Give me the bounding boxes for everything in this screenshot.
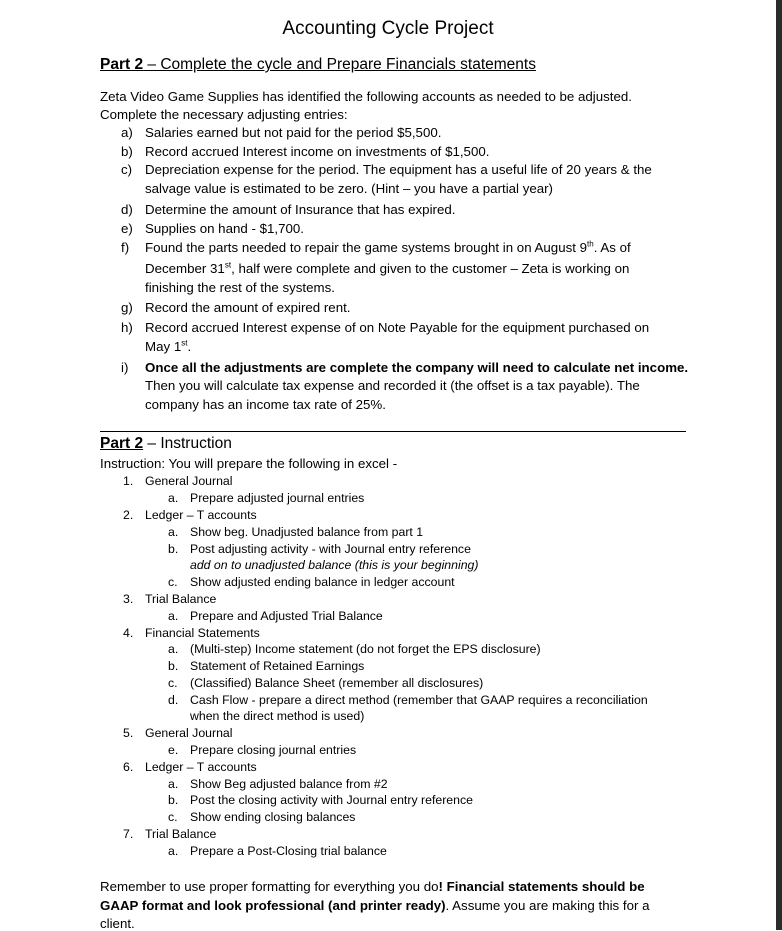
item-text: Salaries earned but not paid for the period $5,500. <box>145 125 442 140</box>
list-subitem <box>168 575 455 589</box>
item-text: Determine the amount of Insurance that has expired. <box>145 202 456 217</box>
superscript: st <box>181 338 188 348</box>
list-item-6 <box>123 760 257 774</box>
list-subitem <box>168 743 356 757</box>
list-subitem <box>168 844 387 858</box>
list-subitem <box>168 676 483 690</box>
list-item-1 <box>123 474 233 488</box>
sub-label: e. <box>168 743 179 757</box>
sub-text: Show Beg adjusted balance from #2 <box>190 777 388 791</box>
adjust-item-i-cont2: company has an income tax rate of 25%. <box>145 397 386 412</box>
adjust-item-e <box>121 221 304 236</box>
closing-text-bold: GAAP format and look professional (and printer ready) <box>100 898 446 913</box>
sub-label: c. <box>168 676 178 690</box>
sub-text: Show ending closing balances <box>190 810 356 824</box>
item-text: , half were complete and given to the customer – Zeta is working on <box>231 261 630 276</box>
part2-heading-label: Part 2 <box>100 435 144 452</box>
list-item-7 <box>123 827 216 841</box>
sub-label: c. <box>168 575 178 589</box>
sub-label: b. <box>168 659 179 673</box>
adjust-item-c <box>121 162 652 177</box>
list-item-3 <box>123 592 216 606</box>
item-text: Supplies on hand - $1,700. <box>145 221 304 236</box>
list-subitem <box>168 642 541 656</box>
item-text: Found the parts needed to repair the game systems brought in on August 9 <box>145 240 588 255</box>
section-divider <box>100 431 686 432</box>
item-label: d) <box>121 202 133 217</box>
item-text: . <box>187 339 192 354</box>
adjust-item-c-cont: salvage value is estimated to be zero. (Hint – you have a partial year) <box>145 181 553 196</box>
list-num: 6. <box>123 760 134 774</box>
sub-label: a. <box>168 525 179 539</box>
part2-heading-label: Part 2 <box>100 56 144 73</box>
list-item-2 <box>123 508 257 522</box>
item-text-bold: Once all the adjustments are complete the company will need to calculate net income. <box>145 360 689 375</box>
adjust-item-h-cont <box>145 339 191 354</box>
sub-label: a. <box>168 642 179 656</box>
item-text: Depreciation expense for the period. The equipment has a useful life of 20 years & the <box>145 162 652 177</box>
list-text: General Journal <box>145 474 233 488</box>
list-subitem-cont: when the direct method is used) <box>190 709 365 723</box>
closing-line-2 <box>100 898 650 913</box>
sub-text: Prepare adjusted journal entries <box>190 491 365 505</box>
adjust-item-a <box>121 125 441 140</box>
list-text: Financial Statements <box>145 626 260 640</box>
list-item-4 <box>123 626 260 640</box>
closing-line-3: client. <box>100 916 135 931</box>
adjust-item-i-cont: Then you will calculate tax expense and recorded it (the offset is a tax payable). The <box>145 378 640 393</box>
list-subitem <box>168 542 471 556</box>
list-num: 1. <box>123 474 134 488</box>
sub-text: Show beg. Unadjusted balance from part 1 <box>190 525 424 539</box>
sub-text: Post the closing activity with Journal entry reference <box>190 793 473 807</box>
closing-text-bold: ! Financial statements should be <box>438 879 645 894</box>
item-text: May 1 <box>145 339 182 354</box>
sub-label: a. <box>168 491 179 505</box>
adjust-item-f-cont <box>145 261 629 276</box>
closing-line-1 <box>100 879 645 894</box>
instruction-line: Instruction: You will prepare the following in excel - <box>100 456 398 471</box>
closing-text: . Assume you are making this for a <box>445 898 650 913</box>
list-subitem <box>168 659 364 673</box>
intro-line-2: Complete the necessary adjusting entries: <box>100 107 348 122</box>
adjust-item-b <box>121 144 489 159</box>
adjust-item-f <box>121 240 631 255</box>
part2-heading-text: – Instruction <box>143 435 232 452</box>
list-subitem <box>168 810 355 824</box>
list-num: 5. <box>123 726 134 740</box>
sub-text: (Multi-step) Income statement (do not forget the EPS disclosure) <box>190 642 541 656</box>
adjust-item-g <box>121 300 350 315</box>
item-label: g) <box>121 300 133 315</box>
list-num: 2. <box>123 508 134 522</box>
item-label: f) <box>121 240 130 255</box>
item-label: h) <box>121 320 133 335</box>
sub-label: c. <box>168 810 178 824</box>
item-label: b) <box>121 144 133 159</box>
italic-note: add on to unadjusted balance (this is your beginning) <box>190 558 479 572</box>
adjust-item-i <box>121 360 688 375</box>
item-label: a) <box>121 125 133 140</box>
sub-label: a. <box>168 777 179 791</box>
list-num: 7. <box>123 827 134 841</box>
item-text: . As of <box>593 240 631 255</box>
page-title: Accounting Cycle Project <box>282 18 494 39</box>
list-text: General Journal <box>145 726 233 740</box>
item-text: Record accrued Interest income on investments of $1,500. <box>145 144 490 159</box>
list-subitem <box>168 693 648 707</box>
list-subitem <box>168 777 388 791</box>
list-subitem <box>168 793 473 807</box>
item-text: December 31 <box>145 261 225 276</box>
list-num: 4. <box>123 626 134 640</box>
list-text: Ledger – T accounts <box>145 760 257 774</box>
sub-label: d. <box>168 693 179 707</box>
sub-label: b. <box>168 793 179 807</box>
sub-text: Show adjusted ending balance in ledger account <box>190 575 455 589</box>
adjust-item-d <box>121 202 455 217</box>
intro-line-1: Zeta Video Game Supplies has identified the following accounts as needed to be adjusted. <box>100 89 632 104</box>
sub-label: a. <box>168 844 179 858</box>
list-text: Trial Balance <box>145 592 217 606</box>
superscript: th <box>587 239 594 249</box>
list-text: Ledger – T accounts <box>145 508 257 522</box>
closing-text: Remember to use proper formatting for everything you do <box>100 879 439 894</box>
item-text: Record the amount of expired rent. <box>145 300 351 315</box>
sub-text: (Classified) Balance Sheet (remember all disclosures) <box>190 676 484 690</box>
sub-text: Prepare and Adjusted Trial Balance <box>190 609 383 623</box>
sub-text: Post adjusting activity - with Journal entry reference <box>190 542 471 556</box>
list-subitem <box>168 525 423 539</box>
adjust-item-h <box>121 320 649 335</box>
item-label: e) <box>121 221 133 236</box>
list-text: Trial Balance <box>145 827 217 841</box>
sub-text: Prepare a Post-Closing trial balance <box>190 844 387 858</box>
part2-heading <box>100 56 536 74</box>
item-text: Record accrued Interest expense of on Note Payable for the equipment purchased on <box>145 320 650 335</box>
sub-label: b. <box>168 542 179 556</box>
item-label: c) <box>121 162 133 177</box>
list-num: 3. <box>123 592 134 606</box>
part2-heading-text: – Complete the cycle and Prepare Financials statements <box>143 56 536 73</box>
sub-text: Statement of Retained Earnings <box>190 659 365 673</box>
sub-text: Cash Flow - prepare a direct method (remember that GAAP requires a reconciliation <box>190 693 648 707</box>
superscript: st <box>224 260 232 270</box>
sub-text: Prepare closing journal entries <box>190 743 357 757</box>
list-item-5 <box>123 726 233 740</box>
item-label: i) <box>121 360 129 375</box>
list-subitem <box>168 491 364 505</box>
part2-instruction-heading <box>100 435 232 453</box>
adjust-item-f-cont2: finishing the rest of the systems. <box>145 280 335 295</box>
list-subitem <box>168 609 383 623</box>
sub-label: a. <box>168 609 179 623</box>
